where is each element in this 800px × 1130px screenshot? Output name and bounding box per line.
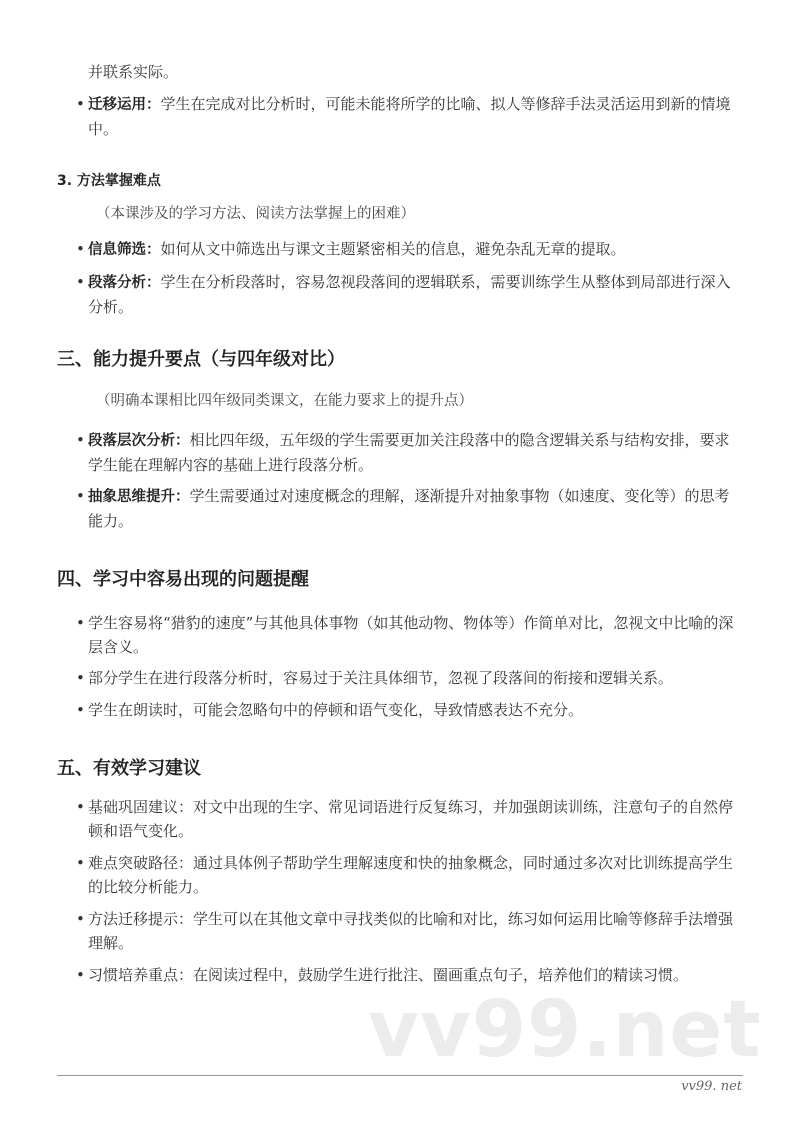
list-item: • 部分学生在进行段落分析时，容易过于关注具体细节，忽视了段落间的衔接和逻辑关系。	[76, 669, 674, 687]
item-text: 难点突破路径：通过具体例子帮助学生理解速度和快的抽象概念，同时通过多次对比训练提高学生的比较分析能力。	[88, 854, 734, 896]
section-note: （本课涉及的学习方法、阅读方法掌握上的困难）	[96, 206, 415, 222]
list-item: • 难点突破路径：通过具体例子帮助学生理解速度和快的抽象概念，同时通过多次对比训练提高学生的比较分析能力。	[76, 854, 734, 896]
footer-divider	[57, 1075, 743, 1076]
item-text: 学生在朗读时，可能会忽略句中的停顿和语气变化，导致情感表达不充分。	[88, 701, 584, 719]
item-label: 段落分析：	[88, 275, 161, 291]
item-label: 段落层次分析：	[88, 433, 190, 449]
footer-site: vv99. net	[681, 1079, 742, 1094]
item-label: 迁移运用：	[88, 97, 161, 113]
item-text: 部分学生在进行段落分析时，容易过于关注具体细节，忽视了段落间的衔接和逻辑关系。	[88, 669, 674, 687]
item-text: 学生容易将“猎豹的速度”与其他具体事物（如其他动物、物体等）作简单对比，忽视文中比喻的深层含义。	[88, 614, 734, 656]
item-label: 信息筛选：	[88, 242, 161, 258]
item-text: 基础巩固建议：对文中出现的生字、常见词语进行反复练习，并加强朗读训练，注意句子的自然停顿和语气变化。	[88, 798, 734, 840]
list-item: • 学生在朗读时，可能会忽略句中的停顿和语气变化，导致情感表达不充分。	[76, 701, 584, 719]
list-item: • 信息筛选：如何从文中筛选出与课文主题紧密相关的信息，避免杂乱无章的提取。	[76, 240, 626, 258]
part-note: （明确本课相比四年级同类课文，在能力要求上的提升点）	[96, 393, 473, 409]
item-text: 方法迁移提示：学生可以在其他文章中寻找类似的比喻和对比，练习如何运用比喻等修辞手法增强理解。	[88, 910, 734, 952]
part-heading: 四、学习中容易出现的问题提醒	[57, 569, 309, 590]
item-text: 如何从文中筛选出与课文主题紧密相关的信息，避免杂乱无章的提取。	[160, 240, 626, 258]
section-heading: 3. 方法掌握难点	[57, 173, 161, 189]
list-item: • 段落分析：学生在分析段落时，容易忽视段落间的逻辑联系，需要训练学生从整体到局部进行深入分析。	[76, 273, 731, 316]
list-item: • 基础巩固建议：对文中出现的生字、常见词语进行反复练习，并加强朗读训练，注意句子的自然停顿和语气变化。	[76, 798, 734, 840]
item-label: 抽象思维提升：	[88, 489, 190, 505]
list-item: • 段落层次分析：相比四年级，五年级的学生需要更加关注段落中的隐含逻辑关系与结构安排，要求学生能在理解内容的基础上进行段落分析。	[76, 431, 730, 474]
list-item: • 迁移运用：学生在完成对比分析时，可能未能将所学的比喻、拟人等修辞手法灵活运用到新的情境中。	[76, 95, 731, 138]
list-item: • 习惯培养重点：在阅读过程中，鼓励学生进行批注、圈画重点句子，培养他们的精读习惯。	[76, 966, 689, 984]
item-text: 学生在分析段落时，容易忽视段落间的逻辑联系，需要训练学生从整体到局部进行深入分析。	[88, 273, 731, 316]
item-text: 习惯培养重点：在阅读过程中，鼓励学生进行批注、圈画重点句子，培养他们的精读习惯。	[88, 966, 689, 984]
watermark: vv99.net	[368, 985, 762, 1075]
list-item: • 方法迁移提示：学生可以在其他文章中寻找类似的比喻和对比，练习如何运用比喻等修辞手法增强理解。	[76, 910, 734, 952]
list-item: • 学生容易将“猎豹的速度”与其他具体事物（如其他动物、物体等）作简单对比，忽视文中比喻的深层含义。	[76, 614, 734, 656]
part-heading: 三、能力提升要点（与四年级对比）	[57, 349, 345, 370]
item-text: 相比四年级，五年级的学生需要更加关注段落中的隐含逻辑关系与结构安排，要求学生能在理解内容的基础上进行段落分析。	[88, 431, 730, 474]
item-text: 学生需要通过对速度概念的理解，逐渐提升对抽象事物（如速度、变化等）的思考能力。	[88, 487, 730, 530]
part-heading: 五、有效学习建议	[57, 758, 201, 779]
continued-paragraph: 并联系实际。	[88, 63, 179, 81]
list-item: • 抽象思维提升：学生需要通过对速度概念的理解，逐渐提升对抽象事物（如速度、变化等）的思考能力。	[76, 487, 730, 530]
item-text: 学生在完成对比分析时，可能未能将所学的比喻、拟人等修辞手法灵活运用到新的情境中。	[88, 95, 731, 138]
